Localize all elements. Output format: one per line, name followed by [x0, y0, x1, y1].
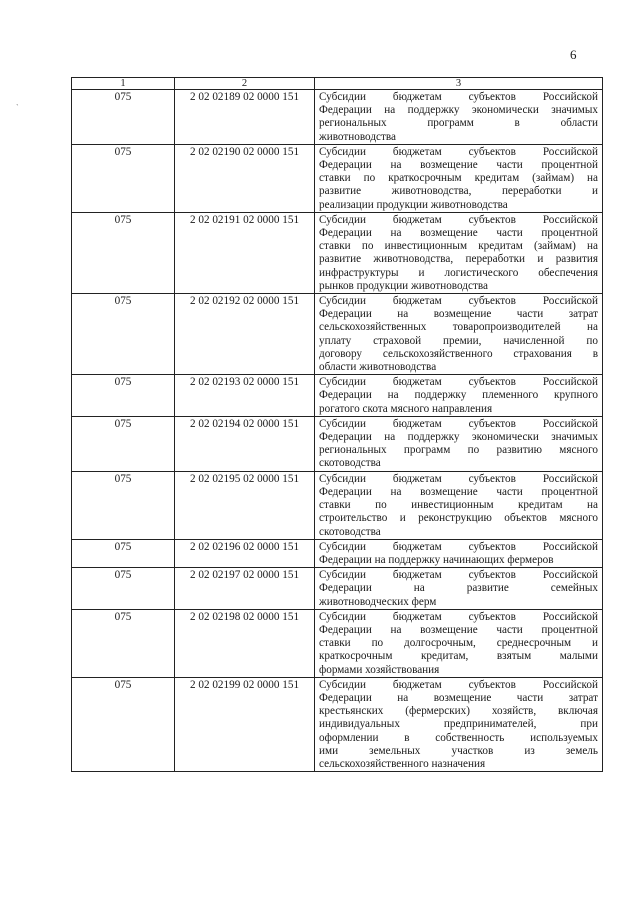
description-cell — [315, 90, 603, 145]
admin-code-cell: 075 — [72, 677, 175, 771]
description-line: Субсидии бюджетам субъектов Российской — [319, 417, 598, 430]
description-cell — [315, 568, 603, 610]
description-line: договору сельскохозяйственного страхования в — [319, 347, 598, 360]
description-line: крестьянских (фермерских) хозяйств, включая — [319, 705, 598, 718]
description-line: краткосрочным кредитам, взятым малыми — [319, 650, 598, 663]
description-line: Федерации на возмещение части затрат — [319, 308, 598, 321]
budget-code-cell: 2 02 02191 02 0000 151 — [175, 212, 315, 293]
description-cell — [315, 212, 603, 293]
page-number: 6 — [570, 47, 577, 62]
budget-code-cell: 2 02 02196 02 0000 151 — [175, 539, 315, 567]
admin-code-cell: 075 — [72, 90, 175, 145]
budget-code-cell: 2 02 02198 02 0000 151 — [175, 609, 315, 677]
admin-code-cell: 075 — [72, 294, 175, 375]
description-line: реализации продукции животноводства — [319, 198, 508, 211]
header-col-1: 1 — [72, 78, 175, 90]
admin-code-cell: 075 — [72, 609, 175, 677]
table-row — [72, 144, 603, 212]
description-line: Субсидии бюджетам субъектов Российской — [319, 569, 598, 582]
description-line: животноводства — [319, 130, 396, 143]
description-line: Федерации на возмещение части процентной — [319, 623, 598, 636]
description-line: животноводческих ферм — [319, 595, 437, 608]
description-line: Субсидии бюджетам субъектов Российской — [319, 213, 598, 226]
description-line: рынков продукции животноводства — [319, 279, 488, 292]
description-line: Субсидии бюджетам субъектов Российской — [319, 540, 598, 553]
description-line: скотоводства — [319, 525, 381, 538]
admin-code-cell: 075 — [72, 375, 175, 417]
description-cell — [315, 144, 603, 212]
admin-code-cell: 075 — [72, 212, 175, 293]
header-col-3: 3 — [315, 78, 603, 90]
description-line: уплату страховой премии, начисленной по — [319, 334, 598, 347]
description-line: Федерации на возмещение части процентной — [319, 227, 598, 240]
description-line: ставки по краткосрочным кредитам (займам) на — [319, 172, 598, 185]
admin-code-cell: 075 — [72, 471, 175, 539]
table-row — [72, 416, 603, 471]
table-body — [72, 90, 603, 772]
table-row — [72, 375, 603, 417]
description-line: Федерации на поддержку экономически значимых — [319, 431, 598, 444]
table-row — [72, 294, 603, 375]
description-line: Федерации на поддержку племенного крупного — [319, 389, 598, 402]
description-line: индивидуальных предпринимателей, при — [319, 718, 598, 731]
table-row — [72, 609, 603, 677]
description-line: сельскохозяйственных товаропроизводителей на — [319, 321, 598, 334]
description-line: развитие животноводства, переработки и развития — [319, 253, 598, 266]
description-cell — [315, 677, 603, 771]
description-line: инфраструктуры и логистического обеспечения — [319, 266, 598, 279]
description-line: Субсидии бюджетам субъектов Российской — [319, 145, 598, 158]
description-line: ими земельных участков из земель — [319, 744, 598, 757]
table-header-row — [72, 78, 603, 90]
description-line: скотоводства — [319, 457, 381, 470]
description-line: Федерации на поддержку экономически значимых — [319, 104, 598, 117]
description-line: Субсидии бюджетам субъектов Российской — [319, 376, 598, 389]
budget-code-cell: 2 02 02189 02 0000 151 — [175, 90, 315, 145]
description-line: ставки по инвестиционным кредитам на — [319, 499, 598, 512]
description-line: Субсидии бюджетам субъектов Российской — [319, 91, 598, 103]
budget-code-cell: 2 02 02193 02 0000 151 — [175, 375, 315, 417]
budget-code-cell: 2 02 02199 02 0000 151 — [175, 677, 315, 771]
table-row — [72, 677, 603, 771]
description-line: области животноводства — [319, 361, 437, 374]
scan-artifact-mark: ` — [16, 103, 19, 112]
description-line: сельскохозяйственного назначения — [319, 757, 486, 770]
admin-code-cell: 075 — [72, 539, 175, 567]
description-cell — [315, 375, 603, 417]
table-row — [72, 471, 603, 539]
admin-code-cell: 075 — [72, 144, 175, 212]
description-cell — [315, 539, 603, 567]
table-row — [72, 568, 603, 610]
description-line: Федерации на возмещение части затрат — [319, 691, 598, 704]
description-line: Субсидии бюджетам субъектов Российской — [319, 610, 598, 623]
description-line: региональных программ по развитию мясного — [319, 444, 598, 457]
description-line: Субсидии бюджетам субъектов Российской — [319, 678, 598, 691]
budget-classification-table — [71, 77, 603, 772]
description-cell — [315, 294, 603, 375]
table-row — [72, 212, 603, 293]
admin-code-cell: 075 — [72, 416, 175, 471]
description-line: формами хозяйствования — [319, 663, 440, 676]
budget-code-cell: 2 02 02197 02 0000 151 — [175, 568, 315, 610]
description-line: оформлении в собственность используемых — [319, 731, 598, 744]
description-line: Федерации на поддержку начинающих фермеров — [319, 553, 554, 566]
description-cell — [315, 416, 603, 471]
description-cell — [315, 609, 603, 677]
description-line: региональных программ в области — [319, 117, 598, 130]
budget-code-cell: 2 02 02192 02 0000 151 — [175, 294, 315, 375]
description-line: Федерации на возмещение части процентной — [319, 159, 598, 172]
description-line: Федерации на развитие семейных — [319, 582, 598, 595]
description-line: развитие животноводства, переработки и — [319, 185, 598, 198]
budget-code-cell: 2 02 02195 02 0000 151 — [175, 471, 315, 539]
description-line: ставки по инвестиционным кредитам (займам) на — [319, 240, 598, 253]
budget-code-cell: 2 02 02190 02 0000 151 — [175, 144, 315, 212]
table-row — [72, 539, 603, 567]
description-line: ставки по долгосрочным, среднесрочным и — [319, 637, 598, 650]
description-line: Субсидии бюджетам субъектов Российской — [319, 295, 598, 308]
description-line: Федерации на возмещение части процентной — [319, 485, 598, 498]
table-row — [72, 90, 603, 145]
description-line: строительство и реконструкцию объектов мясного — [319, 512, 598, 525]
description-cell — [315, 471, 603, 539]
description-line: Субсидии бюджетам субъектов Российской — [319, 472, 598, 485]
description-line: рогатого скота мясного направления — [319, 402, 493, 415]
budget-code-cell: 2 02 02194 02 0000 151 — [175, 416, 315, 471]
admin-code-cell: 075 — [72, 568, 175, 610]
header-col-2: 2 — [175, 78, 315, 90]
